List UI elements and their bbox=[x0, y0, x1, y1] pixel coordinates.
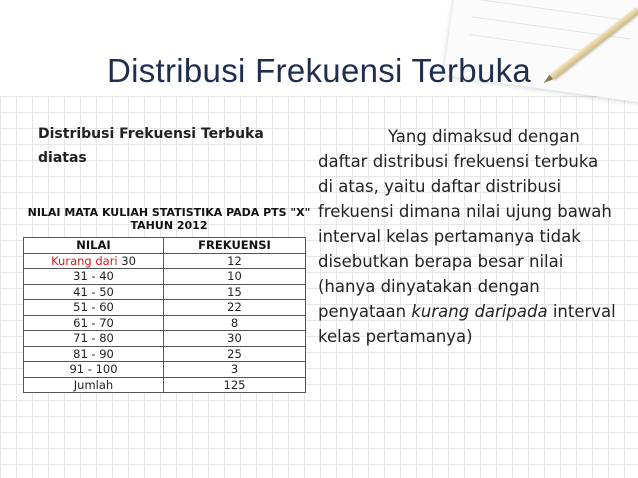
paragraph-text-2: interval kelas pertamanya) bbox=[318, 302, 616, 346]
table-header-row bbox=[24, 238, 306, 254]
frequency-table bbox=[23, 237, 306, 393]
cell-nilai bbox=[24, 253, 164, 269]
left-heading-line-2: diatas bbox=[38, 150, 87, 166]
table-row bbox=[24, 284, 306, 300]
cell-nilai: 31 - 40 bbox=[24, 269, 164, 285]
cell-nilai: 91 - 100 bbox=[24, 362, 164, 378]
table-row bbox=[24, 331, 306, 347]
cell-nilai: 51 - 60 bbox=[24, 300, 164, 316]
left-heading bbox=[38, 122, 308, 170]
table-row bbox=[24, 269, 306, 285]
header-nilai: NILAI bbox=[24, 238, 164, 254]
table-title-line-2: TAHUN 2012 bbox=[130, 219, 208, 232]
cell-frekuensi: 3 bbox=[164, 362, 306, 378]
left-heading-line-1: Distribusi Frekuensi Terbuka bbox=[38, 126, 264, 142]
paragraph-text-1: Yang dimaksud dengan daftar distribusi frekuensi terbuka di atas, yaitu daftar distribusi frekuensi dimana nilai ujung bawah interval kelas pertamanya tidak disebutkan berapa besar nilai (hanya dinyatakan dengan penyataan bbox=[318, 127, 612, 321]
table-title-line-1: NILAI MATA KULIAH STATISTIKA PADA PTS "X" bbox=[27, 206, 311, 219]
cell-frekuensi: 8 bbox=[164, 315, 306, 331]
cell-total-value: 125 bbox=[164, 377, 306, 393]
table-row bbox=[24, 315, 306, 331]
table-title bbox=[16, 206, 322, 232]
table-row bbox=[24, 346, 306, 362]
cell-nilai: 41 - 50 bbox=[24, 284, 164, 300]
table-row bbox=[24, 362, 306, 378]
cell-frekuensi: 25 bbox=[164, 346, 306, 362]
paper-line bbox=[469, 34, 588, 52]
explanation-paragraph bbox=[318, 124, 618, 349]
cell-nilai: 81 - 90 bbox=[24, 346, 164, 362]
cell-frekuensi: 30 bbox=[164, 331, 306, 347]
slide-title: Distribusi Frekuensi Terbuka bbox=[106, 52, 532, 89]
cell-frekuensi: 10 bbox=[164, 269, 306, 285]
table-row bbox=[24, 253, 306, 269]
cell-nilai: 61 - 70 bbox=[24, 315, 164, 331]
cell-nilai: 71 - 80 bbox=[24, 331, 164, 347]
table-total-row bbox=[24, 377, 306, 393]
cell-frekuensi: 22 bbox=[164, 300, 306, 316]
cell-nilai-highlight: Kurang dari bbox=[51, 253, 118, 268]
table-row bbox=[24, 300, 306, 316]
paragraph-italic: kurang daripada bbox=[411, 302, 548, 321]
cell-total-label: Jumlah bbox=[24, 377, 164, 393]
paper-line bbox=[474, 0, 623, 20]
header-frekuensi: FREKUENSI bbox=[164, 238, 306, 254]
cell-nilai-value: 30 bbox=[117, 253, 136, 268]
cell-frekuensi: 12 bbox=[164, 253, 306, 269]
cell-frekuensi: 15 bbox=[164, 284, 306, 300]
